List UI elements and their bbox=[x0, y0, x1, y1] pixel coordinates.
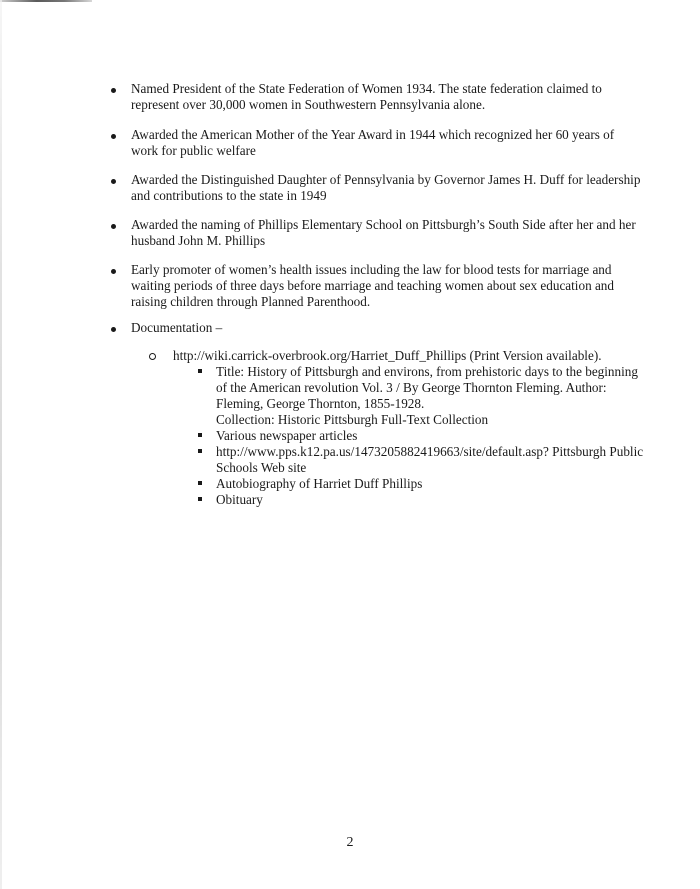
bullet-item-womens-health bbox=[110, 262, 630, 310]
bullet-text: Documentation – bbox=[131, 320, 223, 335]
bullet-dot-icon bbox=[110, 172, 131, 188]
documentation-wiki-link-item bbox=[149, 348, 629, 364]
bullet-text: Named President of the State Federation of Women 1934. The state federation claimed to represent over 30,000 women in Southwestern Pennsylvania alone. bbox=[131, 81, 602, 112]
bullet-dot-icon bbox=[110, 262, 131, 278]
source-item-obituary bbox=[198, 492, 638, 508]
bullet-text: Early promoter of women’s health issues including the law for blood tests for marriage and waiting periods of three days before marriage and teaching women about sex education and raising children through Planned Parenthood. bbox=[131, 262, 614, 309]
bullet-dot-icon bbox=[110, 320, 131, 336]
square-bullet-icon bbox=[198, 481, 202, 485]
bullet-dot-icon bbox=[110, 127, 131, 143]
source-text: Various newspaper articles bbox=[216, 428, 358, 443]
bullet-item-mother-of-year bbox=[110, 127, 630, 159]
wiki-link-text: http://wiki.carrick-overbrook.org/Harriet_Duff_Phillips (Print Version available). bbox=[173, 348, 602, 363]
source-text: http://www.pps.k12.pa.us/1473205882419663/site/default.asp? Pittsburgh Public Schools Web site bbox=[216, 444, 644, 475]
bullet-text: Awarded the naming of Phillips Elementary School on Pittsburgh’s South Side after her and her husband John M. Phillips bbox=[131, 217, 636, 248]
bullet-item-distinguished-daughter bbox=[110, 172, 641, 204]
hollow-circle-bullet-icon bbox=[149, 353, 156, 360]
bullet-item-state-federation bbox=[110, 81, 630, 113]
square-bullet-icon bbox=[198, 369, 202, 373]
source-item-newspaper-articles bbox=[198, 428, 638, 444]
source-item-history-of-pittsburgh bbox=[198, 364, 638, 428]
bullet-dot-icon bbox=[110, 81, 131, 97]
square-bullet-icon bbox=[198, 449, 202, 453]
bullet-text: Awarded the Distinguished Daughter of Pennsylvania by Governor James H. Duff for leadership and contributions to the state in 1949 bbox=[131, 172, 641, 203]
source-item-autobiography bbox=[198, 476, 638, 492]
bullet-item-phillips-elementary bbox=[110, 217, 636, 249]
source-text: Obituary bbox=[216, 492, 263, 507]
square-bullet-icon bbox=[198, 433, 202, 437]
bullet-item-documentation bbox=[110, 320, 630, 336]
source-text: Autobiography of Harriet Duff Phillips bbox=[216, 476, 423, 491]
source-text: Title: History of Pittsburgh and environs, from prehistoric days to the beginning of the American revolution Vol. 3 / By George Thornton Fleming. Author: Fleming, George Thornton, 1855-1928. Collection: Historic Pittsburgh Full-Text Collection bbox=[216, 364, 638, 427]
source-item-pps-website bbox=[198, 444, 644, 476]
bullet-text: Awarded the American Mother of the Year Award in 1944 which recognized her 60 years of work for public welfare bbox=[131, 127, 615, 158]
documentation-sources-list bbox=[198, 364, 644, 508]
page-number: 2 bbox=[346, 835, 354, 850]
bullet-dot-icon bbox=[110, 217, 131, 233]
square-bullet-icon bbox=[198, 497, 202, 501]
